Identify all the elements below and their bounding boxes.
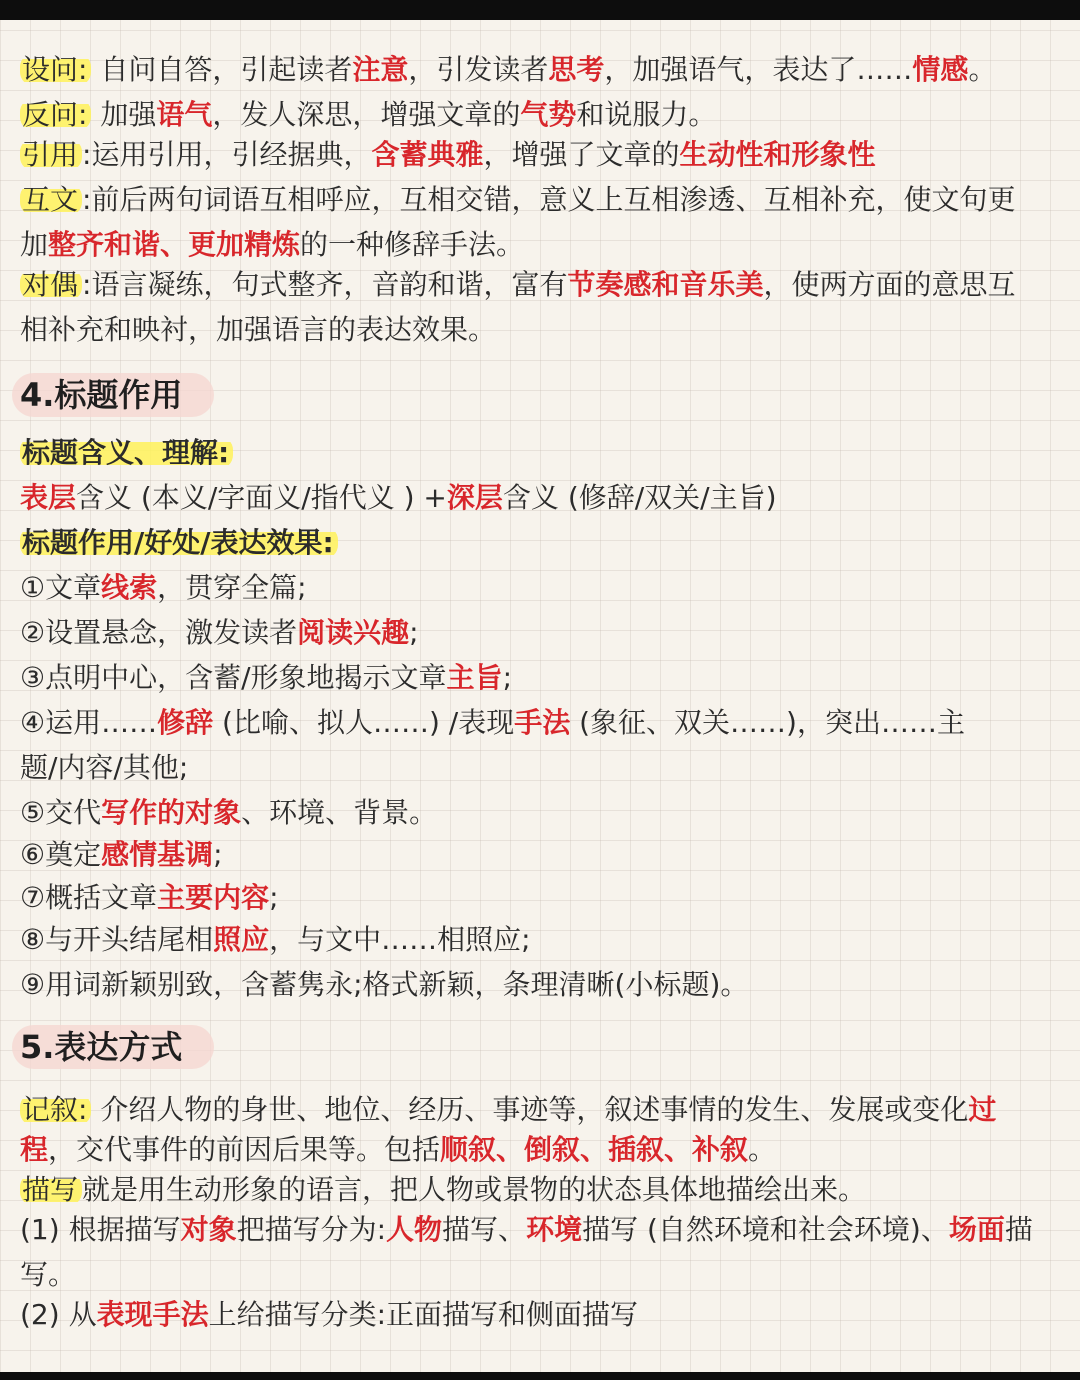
line-huwen bbox=[20, 180, 1015, 220]
text: :语言凝练，句式整齐，音韵和谐，富有 bbox=[82, 268, 568, 301]
list-item bbox=[20, 703, 965, 743]
keyword: 照应 bbox=[213, 923, 270, 956]
line-shewen bbox=[20, 50, 996, 90]
keyword: 气势 bbox=[520, 98, 577, 131]
text: 加强 bbox=[100, 98, 157, 131]
keyword: 整齐和谐、更加精炼 bbox=[48, 228, 301, 261]
text: :前后两句词语互相呼应，互相交错，意义上互相渗透、互相补充，使文句更 bbox=[82, 183, 1016, 216]
keyword: 过 bbox=[968, 1093, 997, 1126]
list-item bbox=[20, 568, 307, 608]
list-item bbox=[20, 920, 531, 960]
keyword: 注意 bbox=[352, 53, 409, 86]
text: 就是用生动形象的语言，把人物或景物的状态具体地描绘出来。 bbox=[82, 1173, 867, 1206]
line-jixu-cont bbox=[20, 1130, 776, 1170]
keyword: 顺叙、倒叙、插叙、补叙 bbox=[440, 1133, 749, 1166]
term-fanwen: 反问: bbox=[20, 98, 91, 131]
term-yinyong: 引用 bbox=[20, 138, 82, 171]
text: (象征、双关……)，突出……主 bbox=[570, 706, 965, 739]
list-item bbox=[20, 878, 279, 918]
text: 题/内容/其他; bbox=[20, 751, 189, 784]
list-item bbox=[20, 658, 512, 698]
text: 加 bbox=[20, 228, 49, 261]
keyword: 人物 bbox=[386, 1213, 443, 1246]
term-duiou: 对偶 bbox=[20, 268, 82, 301]
keyword: 手法 bbox=[514, 706, 571, 739]
keyword: 生动性和形象性 bbox=[679, 138, 876, 171]
line-yinyong bbox=[20, 135, 876, 175]
keyword: 修辞 bbox=[157, 706, 214, 739]
text: ; bbox=[269, 881, 279, 914]
section-heading-4: 4.标题作用 bbox=[12, 373, 214, 417]
text: 含义 (修辞/双关/主旨) bbox=[502, 481, 777, 514]
text: ，贯穿全篇; bbox=[157, 571, 307, 604]
keyword: 环境 bbox=[526, 1213, 583, 1246]
subheading: 标题含义、理解: bbox=[20, 436, 233, 469]
text: 写。 bbox=[20, 1258, 77, 1291]
text: 介绍人物的身世、地位、经历、事迹等，叙述事情的发生、发展或变化 bbox=[100, 1093, 969, 1126]
line-title-meaning-label bbox=[20, 433, 233, 473]
text: ，使两方面的意思互 bbox=[763, 268, 1016, 301]
text: ，发人深思，增强文章的 bbox=[212, 98, 521, 131]
line-title-function-label bbox=[20, 523, 338, 563]
text: ; bbox=[409, 616, 419, 649]
line-miaoxie-2 bbox=[20, 1295, 638, 1335]
text: 含义 (本义/字面义/指代义 ) + bbox=[76, 481, 447, 514]
keyword: 思考 bbox=[548, 53, 605, 86]
line-miaoxie-1-cont bbox=[20, 1255, 76, 1295]
line-jixu bbox=[20, 1090, 996, 1130]
text: 上给描写分类:正面描写和侧面描写 bbox=[208, 1298, 639, 1331]
keyword: 情感 bbox=[912, 53, 969, 86]
text: ; bbox=[213, 838, 223, 871]
line-miaoxie bbox=[20, 1170, 866, 1210]
list-item bbox=[20, 793, 437, 833]
text: 。 bbox=[748, 1133, 777, 1166]
keyword: 表现手法 bbox=[96, 1298, 209, 1331]
text: :运用引用，引经据典， bbox=[82, 138, 372, 171]
keyword: 含蓄典雅 bbox=[371, 138, 484, 171]
text: ①文章 bbox=[20, 571, 102, 604]
keyword: 线索 bbox=[101, 571, 158, 604]
keyword: 节奏感和音乐美 bbox=[567, 268, 764, 301]
line-miaoxie-1 bbox=[20, 1210, 1033, 1250]
text: ③点明中心，含蓄/形象地揭示文章 bbox=[20, 661, 447, 694]
text: ⑥奠定 bbox=[20, 838, 102, 871]
text: (2) 从 bbox=[20, 1298, 97, 1331]
text: 。 bbox=[968, 53, 997, 86]
text: 描 bbox=[1004, 1213, 1033, 1246]
line-duiou bbox=[20, 265, 1015, 305]
term-jixu: 记叙: bbox=[20, 1093, 91, 1126]
text: 自问自答，引起读者 bbox=[100, 53, 353, 86]
term-huwen: 互文 bbox=[20, 183, 82, 216]
text: ，增强了文章的 bbox=[483, 138, 680, 171]
line-title-meaning bbox=[20, 478, 777, 518]
keyword: 主旨 bbox=[446, 661, 503, 694]
text: 、环境、背景。 bbox=[241, 796, 438, 829]
line-huwen-cont bbox=[20, 225, 524, 265]
text: 的一种修辞手法。 bbox=[300, 228, 525, 261]
text: ⑨用词新颖别致，含蓄隽永;格式新颖，条理清晰(小标题)。 bbox=[20, 968, 749, 1001]
section-heading-5: 5.表达方式 bbox=[12, 1025, 214, 1069]
keyword: 阅读兴趣 bbox=[297, 616, 410, 649]
keyword: 感情基调 bbox=[101, 838, 214, 871]
text: ④运用…… bbox=[20, 706, 158, 739]
text: ，交代事件的前因后果等。包括 bbox=[48, 1133, 441, 1166]
keyword: 表层 bbox=[20, 481, 77, 514]
text: ，与文中……相照应; bbox=[269, 923, 531, 956]
keyword: 主要内容 bbox=[157, 881, 270, 914]
keyword: 写作的对象 bbox=[101, 796, 242, 829]
text: 和说服力。 bbox=[576, 98, 717, 131]
keyword: 程 bbox=[20, 1133, 49, 1166]
text: ⑤交代 bbox=[20, 796, 102, 829]
term-shewen: 设问: bbox=[20, 53, 91, 86]
text: (比喻、拟人……) /表现 bbox=[213, 706, 515, 739]
text: 描写、 bbox=[442, 1213, 527, 1246]
text: (1) 根据描写 bbox=[20, 1213, 181, 1246]
keyword: 对象 bbox=[180, 1213, 237, 1246]
text: 描写 (自然环境和社会环境)、 bbox=[582, 1213, 949, 1246]
text: ; bbox=[502, 661, 512, 694]
subheading: 标题作用/好处/表达效果: bbox=[20, 526, 338, 559]
term-miaoxie: 描写 bbox=[20, 1173, 82, 1206]
text: ⑧与开头结尾相 bbox=[20, 923, 214, 956]
list-item-cont bbox=[20, 748, 188, 788]
text: 把描写分为: bbox=[236, 1213, 387, 1246]
line-fanwen bbox=[20, 95, 716, 135]
list-item bbox=[20, 965, 748, 1005]
top-status-bar bbox=[0, 0, 1080, 20]
line-duiou-cont bbox=[20, 310, 496, 350]
keyword: 深层 bbox=[446, 481, 503, 514]
text: 相补充和映衬，加强语言的表达效果。 bbox=[20, 313, 497, 346]
text: ⑦概括文章 bbox=[20, 881, 158, 914]
list-item bbox=[20, 835, 223, 875]
keyword: 语气 bbox=[156, 98, 213, 131]
text: ，引发读者 bbox=[408, 53, 549, 86]
list-item bbox=[20, 613, 419, 653]
text: ②设置悬念，激发读者 bbox=[20, 616, 298, 649]
text: ，加强语气，表达了…… bbox=[604, 53, 913, 86]
bottom-bar bbox=[0, 1372, 1080, 1380]
keyword: 场面 bbox=[948, 1213, 1005, 1246]
